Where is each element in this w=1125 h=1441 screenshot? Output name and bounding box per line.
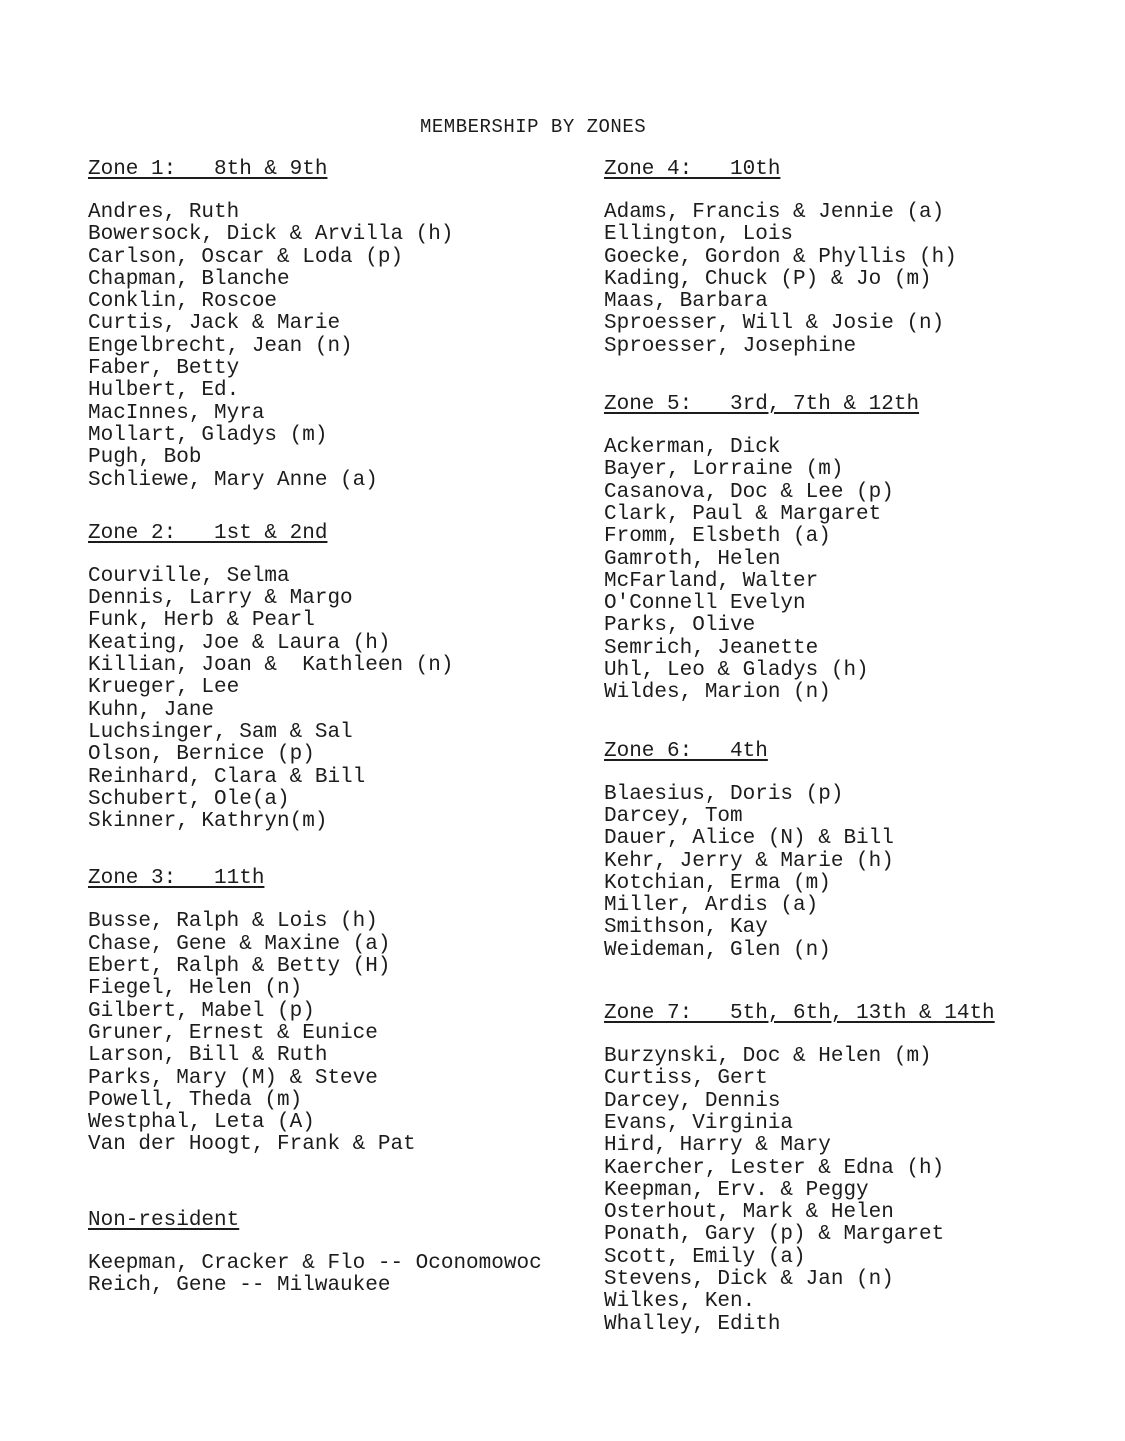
- member-list: [604, 1046, 1104, 1336]
- member-entry: Kading, Chuck (P) & Jo (m): [604, 267, 932, 291]
- member-entry: Bowersock, Dick & Arvilla (h): [88, 223, 454, 247]
- page-title: MEMBERSHIP BY ZONES: [420, 116, 647, 138]
- member-entry: Maas, Barbara: [604, 290, 768, 314]
- zone-heading: Non-resident: [88, 1208, 240, 1232]
- member-entry: Hird, Harry & Mary: [604, 1134, 831, 1158]
- member-entry: Keepman, Cracker & Flo -- Oconomowoc: [88, 1251, 542, 1275]
- member-entry: Mollart, Gladys (m): [88, 423, 328, 447]
- zone-heading: Zone 7: 5th, 6th, 13th & 14th: [604, 1002, 995, 1026]
- member-entry: Fromm, Elsbeth (a): [604, 525, 831, 549]
- member-entry: Sproesser, Will & Josie (n): [604, 312, 945, 336]
- member-entry: Parks, Mary (M) & Steve: [88, 1066, 378, 1090]
- member-list: [88, 911, 588, 1156]
- member-entry: Andres, Ruth: [88, 201, 240, 224]
- member-entry: Evans, Virginia: [604, 1111, 794, 1135]
- member-entry: MacInnes, Myra: [88, 401, 265, 425]
- member-entry: Gilbert, Mabel (p): [88, 999, 315, 1023]
- zone-section: [88, 522, 588, 834]
- member-entry: Larson, Bill & Ruth: [88, 1044, 328, 1068]
- member-entry: Curtiss, Gert: [604, 1067, 768, 1091]
- member-entry: Ebert, Ralph & Betty (H): [88, 955, 391, 979]
- member-entry: Powell, Theda (m): [88, 1088, 303, 1112]
- member-entry: Gamroth, Helen: [604, 547, 781, 571]
- member-entry: Kotchian, Erma (m): [604, 871, 831, 895]
- zone-heading: Zone 5: 3rd, 7th & 12th: [604, 393, 920, 417]
- member-entry: Chase, Gene & Maxine (a): [88, 932, 391, 956]
- member-entry: Clark, Paul & Margaret: [604, 502, 882, 526]
- member-entry: Olson, Bernice (p): [88, 743, 315, 767]
- zone-heading: Zone 1: 8th & 9th: [88, 158, 328, 181]
- member-entry: Courville, Selma: [88, 564, 290, 588]
- member-entry: Reich, Gene -- Milwaukee: [88, 1273, 391, 1297]
- member-entry: Reinhard, Clara & Bill: [88, 765, 366, 789]
- member-entry: Kehr, Jerry & Marie (h): [604, 849, 894, 873]
- member-entry: Wilkes, Ken.: [604, 1290, 756, 1314]
- member-entry: Miller, Ardis (a): [604, 894, 819, 918]
- member-entry: Killian, Joan & Kathleen (n): [88, 654, 454, 678]
- member-entry: Engelbrecht, Jean (n): [88, 334, 353, 358]
- member-entry: Schubert, Ole(a): [88, 787, 290, 811]
- member-entry: Goecke, Gordon & Phyllis (h): [604, 245, 957, 269]
- member-entry: Kaercher, Lester & Edna (h): [604, 1156, 945, 1180]
- member-entry: Wildes, Marion (n): [604, 681, 831, 705]
- member-entry: Schliewe, Mary Anne (a): [88, 468, 378, 492]
- member-entry: Krueger, Lee: [88, 676, 240, 700]
- zone-section: [88, 867, 588, 1156]
- member-entry: Westphal, Leta (A): [88, 1111, 315, 1135]
- member-entry: Bayer, Lorraine (m): [604, 458, 844, 482]
- member-entry: Casanova, Doc & Lee (p): [604, 480, 894, 504]
- member-entry: Kuhn, Jane: [88, 698, 215, 722]
- member-entry: Weideman, Glen (n): [604, 938, 831, 962]
- member-entry: McFarland, Walter: [604, 569, 819, 593]
- member-entry: Carlson, Oscar & Loda (p): [88, 245, 404, 269]
- member-entry: Chapman, Blanche: [88, 267, 290, 291]
- member-entry: Darcey, Tom: [604, 804, 743, 828]
- member-entry: Faber, Betty: [88, 357, 240, 381]
- member-list: [88, 566, 588, 834]
- member-entry: Ellington, Lois: [604, 223, 794, 247]
- member-entry: Ponath, Gary (p) & Margaret: [604, 1223, 945, 1247]
- member-entry: Semrich, Jeanette: [604, 636, 819, 660]
- member-list: [604, 784, 1104, 962]
- member-entry: Funk, Herb & Pearl: [88, 609, 315, 633]
- member-entry: Fiegel, Helen (n): [88, 977, 303, 1001]
- member-entry: Smithson, Kay: [604, 916, 768, 940]
- member-list: [604, 202, 1104, 358]
- zone-section: [604, 393, 1104, 705]
- zone-heading: Zone 6: 4th: [604, 739, 768, 763]
- member-entry: Hulbert, Ed.: [88, 379, 240, 403]
- zone-heading: Zone 2: 1st & 2nd: [88, 521, 328, 545]
- right-column: [604, 158, 1104, 1336]
- zone-section: [604, 158, 1104, 358]
- member-entry: Scott, Emily (a): [604, 1245, 806, 1269]
- member-entry: Pugh, Bob: [88, 446, 202, 470]
- member-entry: Ackerman, Dick: [604, 436, 781, 460]
- member-entry: Curtis, Jack & Marie: [88, 312, 341, 336]
- member-entry: Busse, Ralph & Lois (h): [88, 910, 378, 934]
- member-entry: Burzynski, Doc & Helen (m): [604, 1045, 932, 1069]
- member-entry: Dennis, Larry & Margo: [88, 587, 353, 611]
- member-entry: Sproesser, Josephine: [604, 334, 857, 358]
- member-entry: Keating, Joe & Laura (h): [88, 631, 391, 655]
- zone-heading: Zone 4: 10th: [604, 158, 781, 181]
- member-entry: Conklin, Roscoe: [88, 290, 278, 314]
- zone-section: [88, 1209, 588, 1298]
- member-list: [88, 1253, 588, 1298]
- member-entry: Stevens, Dick & Jan (n): [604, 1267, 894, 1291]
- member-entry: Uhl, Leo & Gladys (h): [604, 659, 869, 683]
- member-list: [88, 202, 588, 492]
- left-column: [88, 158, 588, 1297]
- member-entry: Luchsinger, Sam & Sal: [88, 720, 353, 744]
- member-entry: Skinner, Kathryn(m): [88, 810, 328, 834]
- zone-heading: Zone 3: 11th: [88, 867, 265, 891]
- member-entry: Parks, Olive: [604, 614, 756, 638]
- member-entry: Darcey, Dennis: [604, 1089, 781, 1113]
- member-entry: Gruner, Ernest & Eunice: [88, 1021, 378, 1045]
- member-entry: O'Connell Evelyn: [604, 592, 806, 616]
- member-entry: Keepman, Erv. & Peggy: [604, 1178, 869, 1202]
- member-entry: Dauer, Alice (N) & Bill: [604, 827, 894, 851]
- zone-section: [604, 740, 1104, 962]
- member-entry: Whalley, Edith: [604, 1312, 781, 1336]
- member-entry: Van der Hoogt, Frank & Pat: [88, 1133, 416, 1157]
- zone-section: [604, 1002, 1104, 1336]
- member-entry: Blaesius, Doris (p): [604, 782, 844, 806]
- member-list: [604, 437, 1104, 705]
- member-entry: Adams, Francis & Jennie (a): [604, 201, 945, 224]
- zone-section: [88, 158, 588, 492]
- member-entry: Osterhout, Mark & Helen: [604, 1201, 894, 1225]
